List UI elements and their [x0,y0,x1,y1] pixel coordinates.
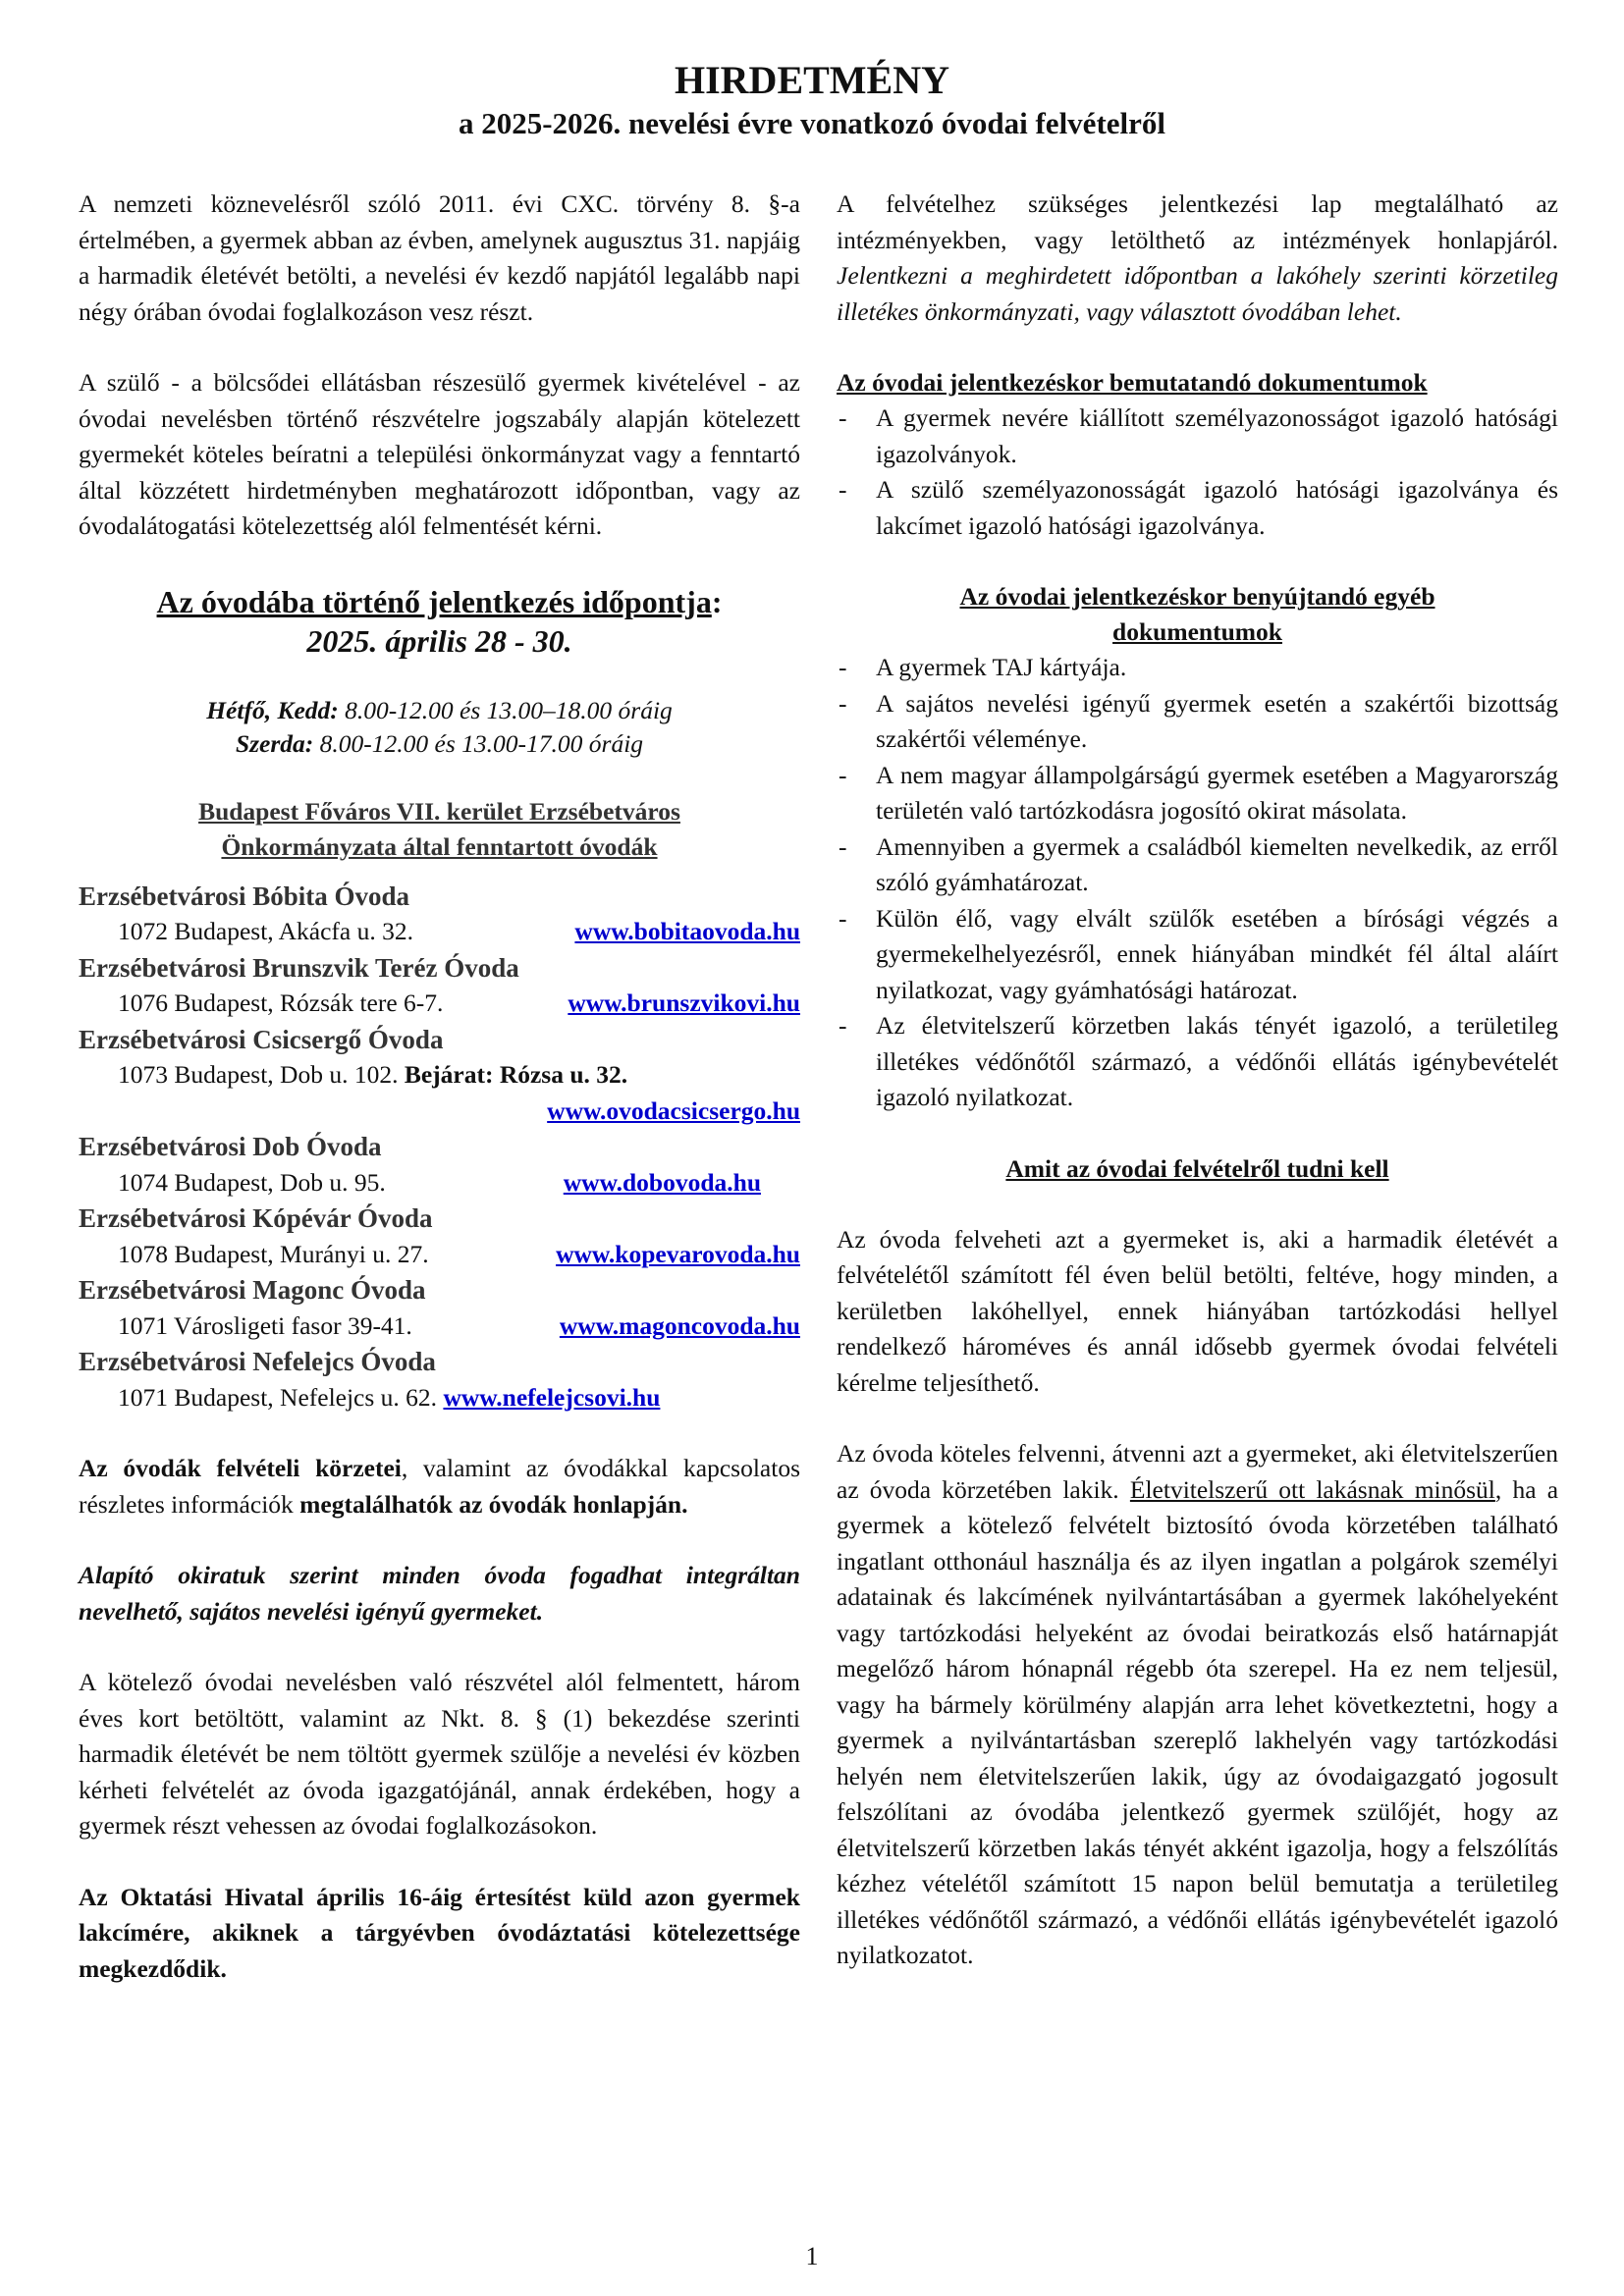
kindergarten-address-row [79,1237,800,1273]
kindergarten-item [79,1022,800,1130]
other-docs-heading [837,579,1558,650]
kindergarten-address-row [79,1057,800,1094]
kindergarten-website-link[interactable]: www.bobitaovoda.hu [574,917,800,945]
kindergarten-address-row [79,986,800,1022]
intro-paragraph: A nemzeti köznevelésről szóló 2011. évi CXC. törvény 8. §-a értelmében, a gyermek abban az évben, amelynek augusztus 31. napjáig a harmadik életévét betölti, a nevelési év kezdő napjától legalább napi négy órában óvodai foglalkozáson vesz részt. [79,189,800,326]
page-subtitle: a 2025-2026. nevelési évre vonatkozó óvodai felvételről [458,106,1166,140]
hours-days-1: Hétfő, Kedd: [206,695,339,724]
kindergarten-address: 1071 Városligeti fasor 39-41. [118,1310,412,1340]
hours-row-2 [79,727,800,761]
kindergarten-name: Erzsébetvárosi Csicsergő Óvoda [79,1024,444,1054]
know-text-c: , ha a gyermek a kötelező felvételt biztosító óvoda körzetében található ingatlant otthonául használja és az ilyen ingatlan a polgárok személyi adatainak és lakcímének nyilvántartásában a gyermek lakóhelyeként vagy tartózkodási helyeként az óvodai beiratkozás első határnapját megelőző három hónapnál régebb óta szerepel. Ha ez nem teljesül, vagy ha bármely körülmény alapján arra lehet következtetni, hogy a gyermek a nyilvántartásban szereplő lakhelyén vagy tartózkodási helyén nem életvitelszerűen lakik, úgy az óvodaigazgató jogosult felszólítani az óvodába jelentkező gyermek szülőjét, hogy az életvitelszerű körzetben lakás tényét akként igazolja, hogy a felszólítás kézhez vételétől számított 15 napon belül bemutatja a területileg illetékes védőnőtől származó, a védőnői ellátás igénybevételét igazoló nyilatkozatot. [837,1474,1559,1969]
exempted-paragraph: A kötelező óvodai nevelésben való részvétel alól felmentett, három éves kort betöltött, valamint az Nkt. 8. § (1) bekezdése szerinti harmadik életévét be nem töltött gyermek szülője a nevelési év közben kérheti felvételét az óvoda igazgatójánál, annak érdekében, hogy a gyermek részt vehessen az óvodai foglalkozásokon. [79,1668,800,1840]
know-heading: Amit az óvodai felvételről tudni kell [1005,1153,1389,1183]
district-heading-line-2: Önkormányzata által fenntartott óvodák [221,831,658,861]
hours-time-2: 8.00-12.00 és 13.00-17.00 óráig [313,728,644,758]
kindergarten-item [79,1201,800,1272]
kindergarten-address: 1073 Budapest, Dob u. 102. [118,1060,399,1089]
kindergarten-list [79,879,800,1416]
kindergarten-website-link[interactable]: www.brunszvikovi.hu [568,988,800,1017]
kindergarten-address: 1078 Budapest, Murányi u. 27. [118,1239,429,1268]
list-item: - A szülő személyazonosságát igazoló hatósági igazolványa és lakcímet igazoló hatósági igazolványa. [837,472,1558,544]
page-number: 1 [805,2242,819,2270]
deadline-colon: : [711,583,723,619]
list-item: - A sajátos nevelési igényű gyermek esetén a szakértői bizottság szakértői véleménye. [837,686,1558,758]
list-item: - Az életvitelszerű körzetben lakás tényét igazoló, a területileg illetékes védőnőtől származó, a védőnői ellátás igénybevételét igazoló nyilatkozat. [837,1008,1558,1116]
kindergarten-item [79,1344,800,1415]
kindergarten-website-link[interactable]: www.dobovoda.hu [563,1167,761,1197]
page-title: HIRDETMÉNY [674,58,950,102]
list-item: - Külön élő, vagy elvált szülők esetében a bírósági végzés a gyermekelhelyezésről, ennek hiányában mindkét fél által aláírt nyilatkozat, vagy gyámhatósági határozat. [837,901,1558,1009]
kindergarten-address-row [79,1380,800,1416]
hours-time-1: 8.00-12.00 és 13.00–18.00 óráig [338,695,673,724]
docs-heading: Az óvodai jelentkezéskor bemutatandó dokumentumok [837,368,1428,397]
hours-row-1 [79,694,800,727]
kindergarten-website-row [79,1094,800,1130]
kindergarten-item [79,950,800,1022]
other-docs-heading-line-1: Az óvodai jelentkezéskor benyújtandó egyéb [959,582,1435,611]
kindergarten-name: Erzsébetvárosi Magonc Óvoda [79,1275,426,1305]
kindergarten-address: 1076 Budapest, Rózsák tere 6-7. [118,988,444,1017]
kindergarten-name: Erzsébetvárosi Brunszvik Teréz Óvoda [79,952,519,983]
hours-days-2: Szerda: [235,728,314,758]
other-docs-heading-line-2: dokumentumok [1112,617,1282,646]
office-hours [79,694,800,761]
districts-paragraph [79,1451,800,1522]
left-column [79,187,800,1987]
kindergarten-address: 1072 Budapest, Akácfa u. 32. [118,917,413,945]
know-underlined: Életvitelszerű ott lakásnak minősül [1129,1474,1495,1504]
kindergarten-item [79,1129,800,1201]
kindergarten-name: Erzsébetvárosi Dob Óvoda [79,1132,382,1161]
parents-paragraph: A szülő - a bölcsődei ellátásban részesülő gyermek kivételével - az óvodai nevelésben történő részvételre jogszabály alapján kötelezett gyermekét köteles beíratni a települési önkormányzat vagy a fenntartó által közzétett hirdetményben meghatározott időpontban, vagy az óvodalátogatási kötelezettség alól felmentését kérni. [79,368,800,540]
kindergarten-item [79,879,800,950]
districts-bold-1: Az óvodák felvételi körzetei [79,1454,402,1482]
deadline-heading [79,582,800,621]
oh-notice-paragraph: Az Oktatási Hivatal április 16-áig értesítést küld azon gyermek lakcímére, akiknek a tárgyévben óvodáztatási kötelezettsége megkezdődik. [79,1882,800,1983]
know-text-a: Az óvoda köteles felvenni, átvenni azt a gyermeket, aki életvitelszerűen az óvoda körzetében lakik. [837,1439,1558,1504]
district-heading-line-1: Budapest Főváros VII. kerület Erzsébetváros [198,796,680,826]
form-paragraph [837,187,1558,330]
docs-list [837,400,1558,544]
deadline-date: 2025. április 28 - 30. [306,622,572,659]
districts-bold-2: megtalálhatók az óvodák honlapján. [299,1489,688,1519]
kindergarten-entrance: Bejárat: Rózsa u. 32. [404,1060,628,1089]
header [0,57,1624,143]
kindergarten-name: Erzsébetvárosi Nefelejcs Óvoda [79,1347,436,1376]
list-item: - Amennyiben a gyermek a családból kiemelten nevelkedik, az erről szóló gyámhatározat. [837,829,1558,901]
kindergarten-name: Erzsébetvárosi Bóbita Óvoda [79,881,409,911]
districts-text: , valamint az óvodákkal kapcsolatos részletes információk [79,1454,800,1519]
form-italic-text: Jelentkezni a meghirdetett időpontban a lakóhely szerinti körzetileg illetékes önkormányzati, vagy választott óvodában lehet. [837,261,1558,326]
form-text: A felvételhez szükséges jelentkezési lap megtalálható az intézményekben, vagy letölthető az intézmények honlapjáról. [837,189,1558,254]
kindergarten-address-row [79,1308,800,1345]
kindergarten-website-link[interactable]: www.nefelejcsovi.hu [443,1382,661,1412]
kindergarten-name: Erzsébetvárosi Kópévár Óvoda [79,1203,433,1233]
kindergarten-website-link[interactable]: www.magoncovoda.hu [559,1310,800,1340]
kindergarten-website-link[interactable]: www.kopevarovoda.hu [556,1239,800,1268]
right-column [837,187,1558,1974]
know-paragraph-2 [837,1436,1558,1974]
district-heading [79,794,800,865]
kindergarten-item [79,1272,800,1344]
deadline-heading-text: Az óvodába történő jelentkezés időpontja [156,583,712,619]
list-item: - A gyermek TAJ kártyája. [837,650,1558,686]
know-paragraph-1: Az óvoda felveheti azt a gyermeket is, aki a harmadik életévét a felvételétől számított fél éven belül betölti, feltéve, hogy minden, a kerületben lakóhellyel, ennek hiányában tartózkodási hellyel rendelkező hároméves és annál idősebb gyermek óvodai felvételi kérelme teljesíthető. [837,1224,1558,1397]
list-item: - A nem magyar állampolgárságú gyermek esetében a Magyarország területén való tartózkodásra jogosító okirat másolata. [837,758,1558,829]
kindergarten-website-link[interactable]: www.ovodacsicsergo.hu [547,1095,800,1125]
founding-paragraph: Alapító okiratuk szerint minden óvoda fogadhat integráltan nevelhető, sajátos nevelési igényű gyermeket. [79,1561,800,1626]
other-docs-list [837,650,1558,1116]
kindergarten-address-row [79,914,800,950]
kindergarten-address-row [79,1165,800,1201]
kindergarten-address: 1074 Budapest, Dob u. 95. [118,1167,386,1197]
list-item: - A gyermek nevére kiállított személyazonosságot igazoló hatósági igazolványok. [837,400,1558,472]
kindergarten-address: 1071 Budapest, Nefelejcs u. 62. [118,1382,438,1412]
